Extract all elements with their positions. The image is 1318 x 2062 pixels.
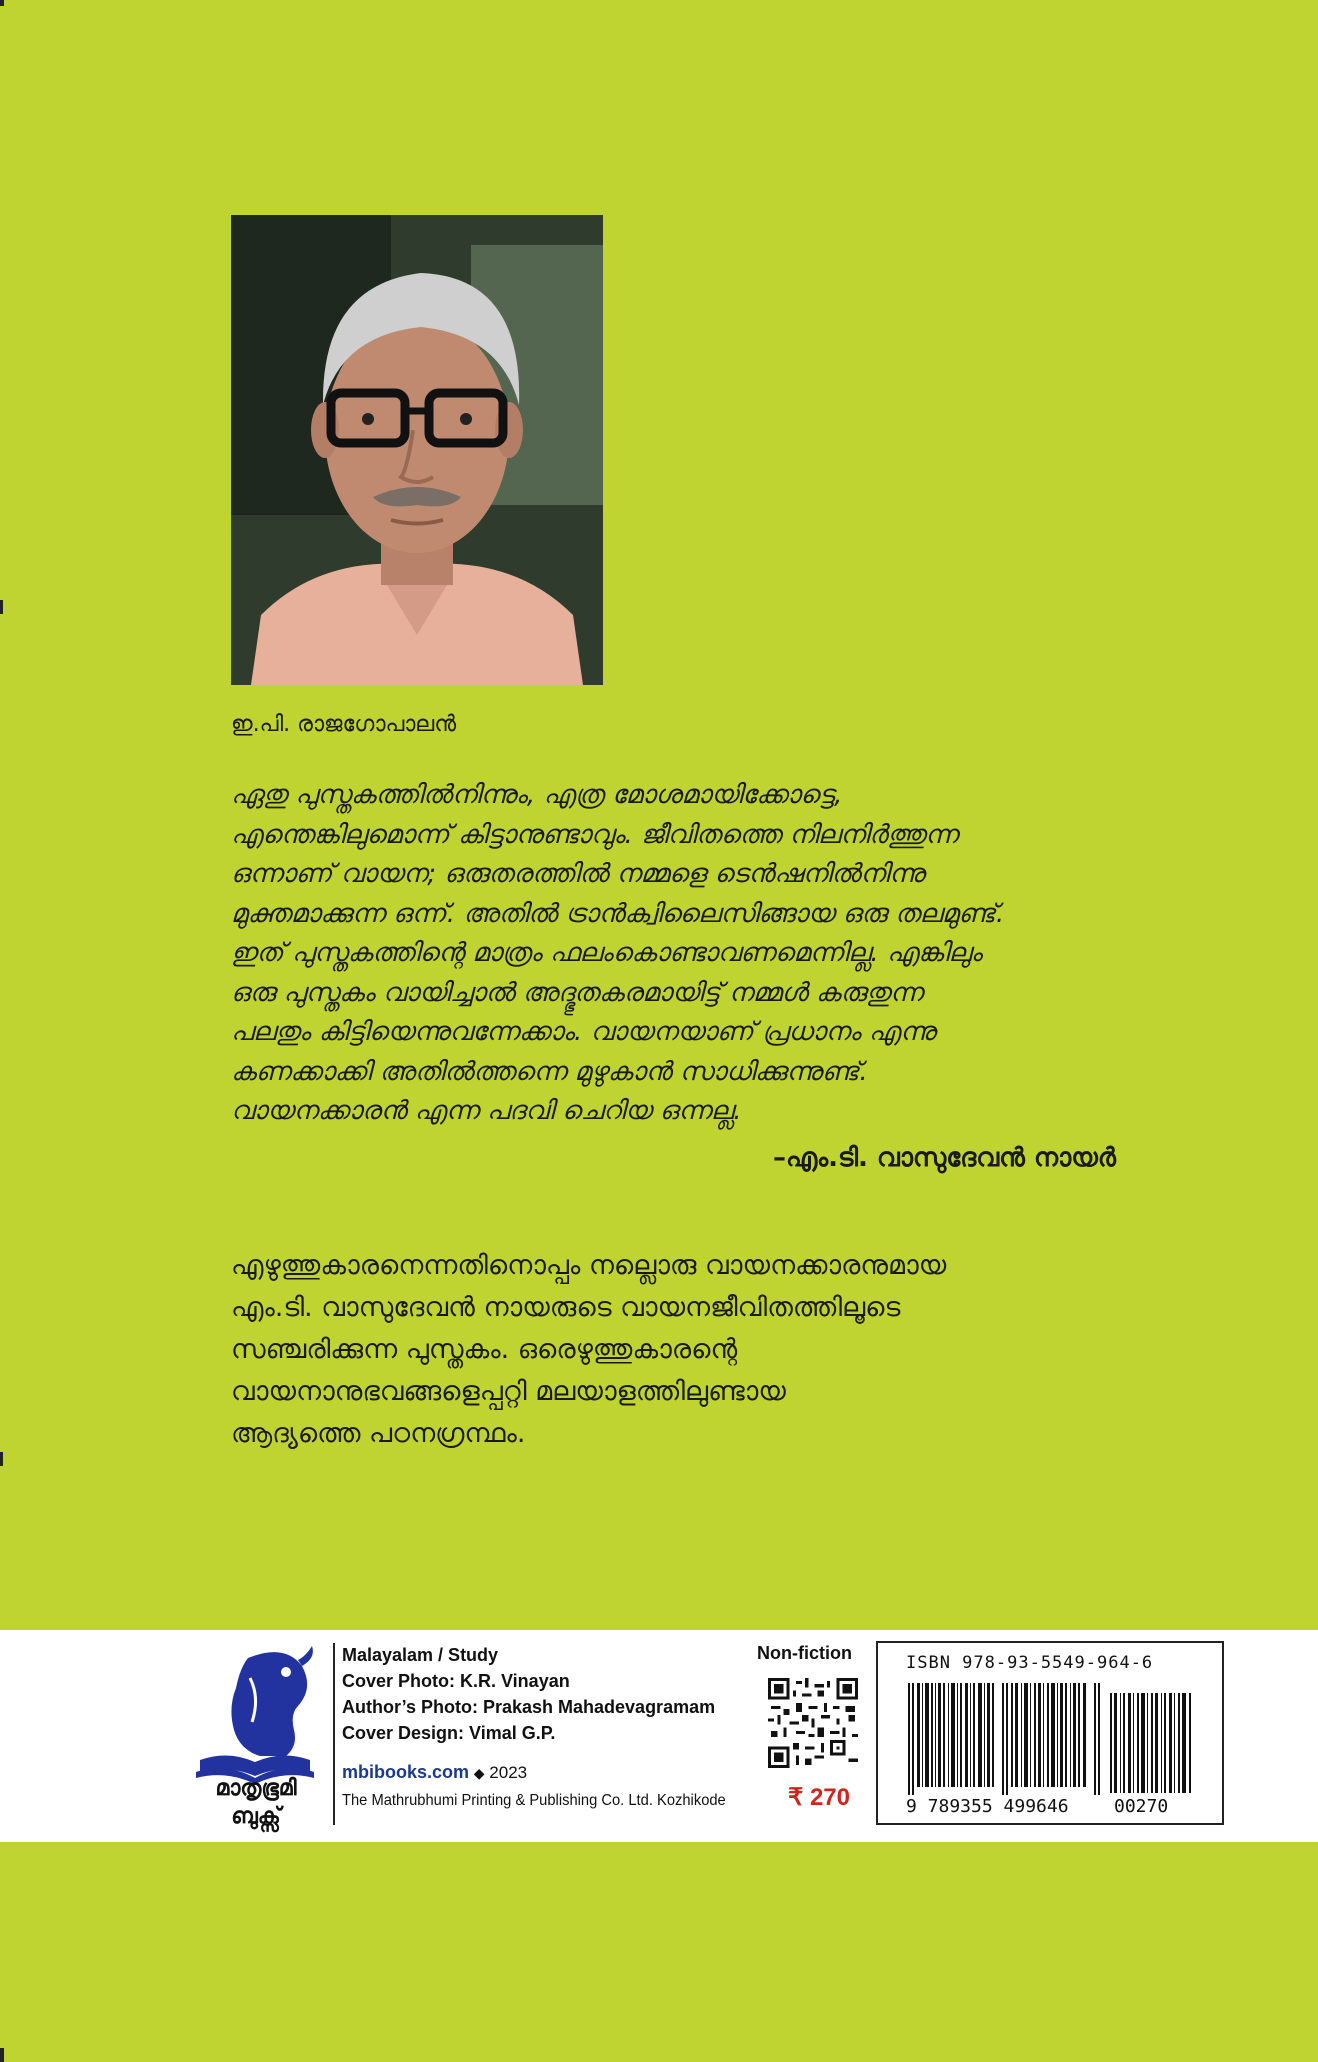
author-photo-credit: Author’s Photo: Prakash Mahadevagramam (342, 1697, 716, 1717)
publisher-logo-text (186, 1775, 326, 1831)
quote-line: കണക്കാക്കി അതിൽത്തന്നെ മുഴുകാൻ സാധിക്കുന്നുണ്ട്. (231, 1056, 868, 1087)
crop-mark (0, 2048, 4, 2062)
quote-line: ഒരു പുസ്തകം വായിച്ചാൽ അദ്ഭുതകരമായിട്ട് നമ്മൾ കരുതുന്ന (231, 977, 923, 1008)
crop-mark (0, 600, 3, 614)
price-label: ₹ 270 (788, 1784, 850, 1811)
publication-year: 2023 (489, 1763, 528, 1782)
quote-line: വായനക്കാരൻ എന്ന പദവി ചെറിയ ഒന്നല്ല. (231, 1096, 742, 1126)
quote-attribution: –എം.ടി. വാസുദേവൻ നായർ (773, 1143, 1116, 1173)
barcode-addon-bars-icon (1110, 1693, 1196, 1793)
crop-mark (0, 0, 4, 6)
barcode-digits: 9 789355 499646 (906, 1796, 1069, 1817)
book-credits (342, 1642, 715, 1746)
quote-line: ഇത് പുസ്തകത്തിന്റെ മാത്രം ഫലംകൊണ്ടാവണമെന്നില്ല. എങ്കിലും (231, 938, 982, 968)
quote-block (231, 776, 1191, 1132)
barcode-addon-digits: 00270 (1114, 1796, 1169, 1817)
website-row (342, 1762, 527, 1783)
blurb-line: വായനാനുഭവങ്ങളെപ്പറ്റി മലയാളത്തിലുണ്ടായ (231, 1376, 786, 1407)
blurb-line: സഞ്ചരിക്കുന്ന പുസ്തകം. ഒരെഴുത്തുകാരന്റെ (231, 1334, 738, 1365)
isbn-number: ISBN 978-93-5549-964-6 (906, 1653, 1154, 1673)
publisher-name: The Mathrubhumi Printing & Publishing Co. Ltd. Kozhikode (342, 1792, 726, 1809)
category-label: Malayalam / Study (342, 1645, 499, 1665)
quote-line: പലതും കിട്ടിയെന്നുവന്നേക്കാം. വായനയാണ് പ്രധാനം എന്നു (231, 1017, 936, 1047)
quote-line: ഒന്നാണ് വായന; ഒരുതരത്തിൽ നമ്മളെ ടെൻഷനിൽനിന്നു (231, 859, 925, 889)
genre-label: Non-fiction (757, 1643, 852, 1663)
cover-photo-credit: Cover Photo: K.R. Vinayan (342, 1671, 570, 1691)
author-portrait-image (231, 215, 603, 685)
blurb-line: എം.ടി. വാസുദേവൻ നായരുടെ വായനജീവിതത്തിലൂടെ (231, 1292, 901, 1323)
crop-mark (0, 1452, 3, 1466)
isbn-barcode (876, 1641, 1224, 1825)
blurb-line: എഴുത്തുകാരനെന്നതിനൊപ്പം നല്ലൊരു വായനക്കാരനുമായ (231, 1250, 947, 1281)
quote-line: എന്തെങ്കിലുമൊന്ന് കിട്ടാനുണ്ടാവും. ജീവിതത്തെ നിലനിർത്തുന്ന (231, 819, 958, 850)
author-name: ഇ.പി. രാജഗോപാലൻ (231, 712, 457, 737)
book-blurb (231, 1245, 1131, 1455)
logo-line-2: ബുക്സ് (231, 1804, 281, 1829)
quote-line: ഏതു പുസ്തകത്തിൽനിന്നും, എത്ര മോശമായിക്കോട്ടെ, (231, 780, 843, 810)
cover-design-credit: Cover Design: Vimal G.P. (342, 1723, 556, 1743)
website-link[interactable]: mbibooks.com (342, 1762, 470, 1782)
blurb-line: ആദ്യത്തെ പഠനഗ്രന്ഥം. (231, 1418, 526, 1449)
qr-code-icon (768, 1678, 858, 1768)
logo-line-1: മാതൃഭൂമി (215, 1776, 297, 1801)
diamond-separator-icon: ◆ (473, 1765, 485, 1781)
author-portrait-icon (231, 215, 603, 685)
quote-line: മുക്തമാക്കുന്ന ഒന്ന്. അതിൽ ട്രാൻക്വിലൈസിങ്ങായ ഒരു തലമുണ്ട്. (231, 898, 1005, 929)
barcode-bars-icon (908, 1683, 1104, 1795)
footer-divider (333, 1643, 335, 1825)
